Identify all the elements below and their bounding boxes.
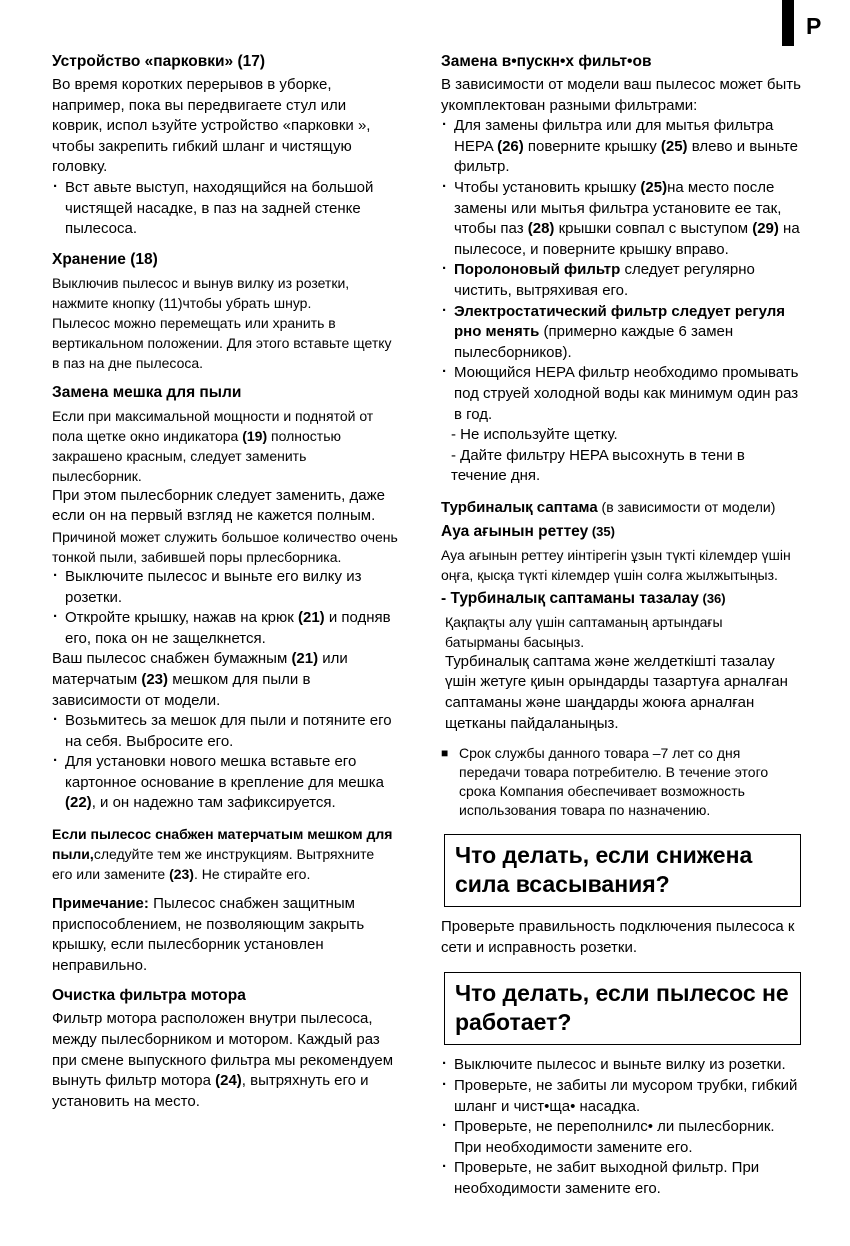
- filters-bullet-1: · Для замены фильтра или для мытья фильтра HEPA (26) поверните крышку (25) влево и выньте фильтр.: [441, 116, 801, 178]
- bag-text-4: Ваш пылесос снабжен бумажным (21) или матерчатым (23) мешком для пыли в зависимости от модели.: [52, 650, 348, 709]
- turbo-clean-text-2: Турбиналық саптама және желдеткішті тазалау үшін жетуге қиын орындарды тазартуға арналған саптаманы және шаңдарды жоюға арналған щетканы пайдаланыңыз.: [445, 652, 788, 732]
- filters-bullet-2: · Чтобы установить крышку (25)на место после замены или мытья фильтра установите ее так, чтобы паз (28) крышки совпал с выступом (29) на пылесосе, и поверните крышку вправо.: [441, 178, 801, 260]
- bag-bullet-2: · Откройте крышку, нажав на крюк (21) и подняв его, пока он не защелкнется.: [52, 608, 398, 649]
- cloth-bag-text: Если пылесос снабжен матерчатым мешком для пыли,следуйте тем же инструкциям. Вытряхните его или замените (23). Не стирайте его.: [52, 826, 393, 883]
- storage-title: Хранение (18): [52, 250, 158, 268]
- motor-title: Очистка фильтра мотора: [52, 987, 246, 1005]
- bag-bullet-3: · Возьмитесь за мешок для пыли и потяните его на себя. Выбросите его.: [52, 711, 398, 752]
- suction-box: [444, 834, 801, 907]
- turbo-clean-text-1: Қақпақты алу үшін саптаманың артындағы батырманы басыңыз.: [445, 613, 723, 650]
- parking-bullet: · Вст авьте выступ, находящийся на большой чистящей насадке, в паз на задней стенке пылесоса.: [52, 178, 398, 240]
- motor-text: Фильтр мотора расположен внутри пылесоса, между пылесборником и мотором. Каждый раз при смене выпускного фильтра мы рекомендуем вынуть фильтр мотора (24), вытряхнуть его и установить на место.: [52, 1010, 394, 1110]
- storage-text-1: Выключив пылесос и вынув вилку из розетки, нажмите кнопку (11)чтобы убрать шнур.: [52, 274, 350, 311]
- note-text: Примечание: Пылесос снабжен защитным приспособлением, не позволяющим закрыть крышку, если пылесборник установлен неправильно.: [52, 895, 365, 974]
- suction-text: Проверьте правильность подключения пылесоса к сети и исправность розетки.: [441, 918, 795, 956]
- air-title: Ауа ағынын реттеу (35): [441, 522, 615, 540]
- suction-box-title: Что делать, если снижена сила всасывания?: [455, 842, 753, 898]
- parking-title: Устройство «парковки» (17): [52, 53, 266, 70]
- bag-text-2: При этом пылесборник следует заменить, даже если он на первый взгляд не кажется полным.: [52, 486, 385, 525]
- bag-text-1: Если при максимальной мощности и поднятой от пола щетке окно индикатора (19) полностью закрашено красным, следует заменить пылесборник.: [52, 407, 374, 484]
- storage-text-2: Пылесос можно перемещать или хранить в вертикальном положении. Для этого вставьте щетку в паз на дне пылесоса.: [52, 314, 392, 371]
- filters-text: В зависимости от модели ваш пылесос может быть укомплектован разными фильтрами:: [441, 76, 801, 114]
- bag-bullet-1: · Выключите пылесос и выньте его вилку из розетки.: [52, 567, 398, 608]
- not-working-bullet-4: · Проверьте, не забит выходной фильтр. При необходимости замените его.: [441, 1158, 801, 1199]
- filters-dash-1: - Не используйте щетку.: [451, 426, 618, 444]
- filters-bullet-5: · Моющийся HEPA фильтр необходимо промывать под струей холодной воды как минимум один раз в год.: [441, 363, 801, 425]
- bag-text-3: Причиной может служить большое количество очень тонкой пыли, забившей поры прлесборника.: [52, 528, 398, 565]
- not-working-bullet-1: · Выключите пылесос и выньте вилку из розетки.: [441, 1055, 801, 1076]
- filters-bullet-3: · Поролоновый фильтр следует регулярно чистить, вытряхивая его.: [441, 260, 801, 301]
- turbo-text: Турбиналық саптама (в зависимости от модели): [441, 498, 776, 516]
- section-tab-marker: [782, 0, 794, 46]
- parking-text: Во время коротких перерывов в уборке, например, пока вы передвигаете стул или коврик, испол ьзуйте устройство «парковки », чтобы закрепить гибкий шланг и чистящую головку.: [52, 76, 371, 176]
- filters-title: Замена в•пускн•х фильт•ов: [441, 53, 652, 70]
- left-column: [52, 52, 398, 1112]
- not-working-bullet-3: · Проверьте, не переполнилс• ли пылесборник. При необходимости замените его.: [441, 1117, 801, 1158]
- air-text: Ауа ағынын реттеу иінтірегін ұзын түкті кілемдер үшін оңға, қысқа түкті кілемдер үшін солға жылжытыңыз.: [441, 546, 791, 583]
- filters-bullet-4: · Электростатический фильтр следует регуля рно менять (примерно каждые 6 замен пылесборников).: [441, 302, 801, 364]
- right-column: [441, 52, 801, 1200]
- not-working-bullet-2: · Проверьте, не забиты ли мусором трубки, гибкий шланг и чист•ща• насадка.: [441, 1076, 801, 1117]
- section-tab-letter: P: [806, 13, 822, 39]
- filters-dash-2: - Дайте фильтру HEPA высохнуть в тени в течение дня.: [451, 446, 745, 485]
- service-life-note: ■ Срок службы данного товара –7 лет со дня передачи товара потребителю. В течение этого срока Компания обеспечивает возможность использования товара по назначению.: [441, 744, 801, 820]
- not-working-box: [444, 972, 801, 1045]
- turbo-clean-title: - Турбиналық саптаманы тазалау (36): [441, 589, 726, 607]
- not-working-box-title: Что делать, если пылесос не работает?: [455, 980, 789, 1036]
- bag-title: Замена мешка для пыли: [52, 383, 242, 401]
- bag-bullet-4: · Для установки нового мешка вставьте его картонное основание в крепление для мешка (22), и он надежно там зафиксируется.: [52, 752, 398, 814]
